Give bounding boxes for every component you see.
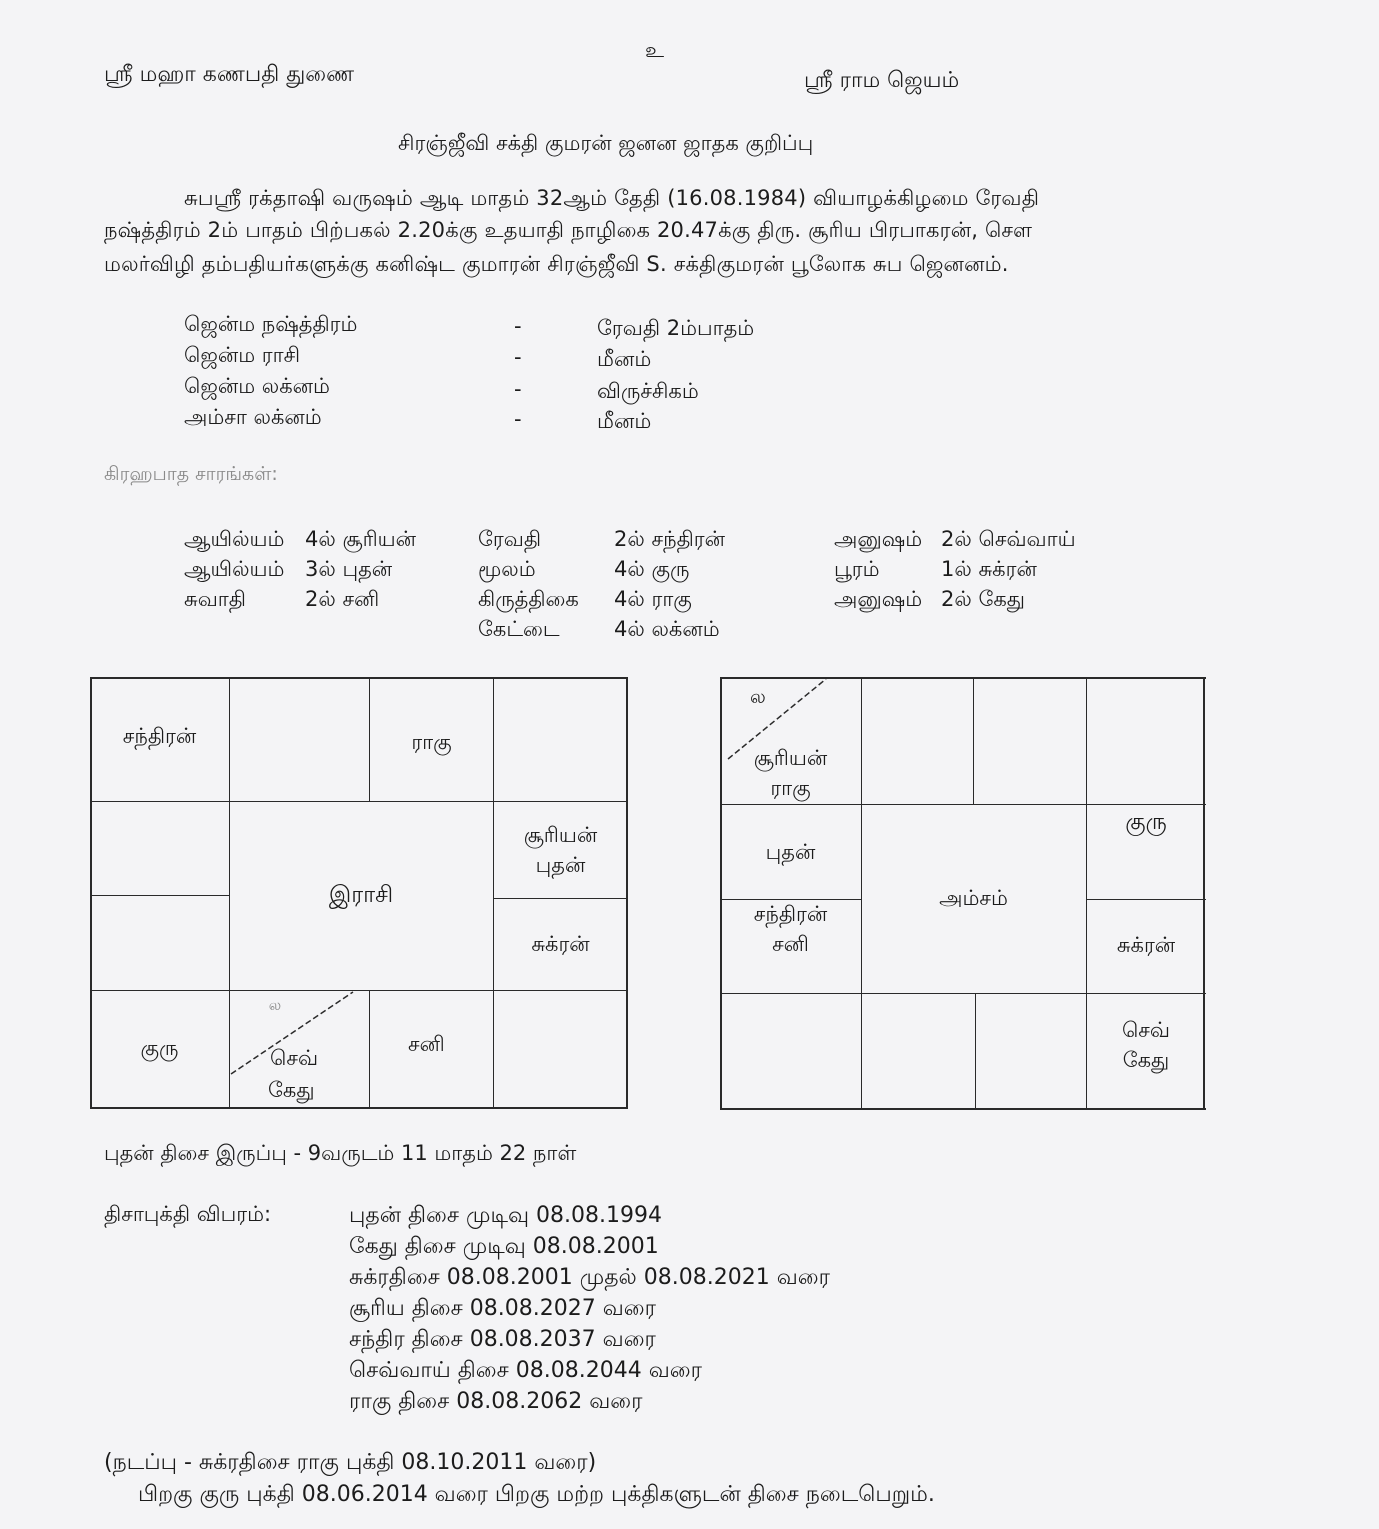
position-star: பூரம் — [834, 557, 880, 581]
chart-border — [90, 677, 628, 679]
amsam-lagna: ல — [750, 686, 766, 708]
detail-label: ஜென்ம லக்னம் — [184, 374, 330, 398]
intro-line-2: நஷ்த்திரம் 2ம் பாதம் பிற்பகல் 2.20க்கு உதயாதி நாழிகை 20.47க்கு திரு. சூரிய பிரபாகரன், சௌ — [104, 218, 1033, 242]
chart-divider — [493, 677, 494, 1109]
detail-dash: - — [514, 407, 522, 431]
detail-value: மீனம் — [597, 409, 652, 433]
position-star: அனுஷம் — [834, 587, 923, 611]
rasi-chandran: சந்திரன் — [122, 724, 197, 748]
rasi-chart — [90, 677, 630, 1111]
amsam-sukran: சுக்ரன் — [1116, 933, 1176, 957]
position-value: 4ல் குரு — [614, 557, 690, 581]
dasa-item: சூரிய திசை 08.08.2027 வரை — [349, 1296, 656, 1321]
chart-border — [626, 677, 628, 1109]
rasi-guru: குரு — [140, 1036, 179, 1060]
position-value: 2ல் சனி — [305, 587, 380, 611]
chart-divider — [973, 677, 974, 804]
dasa-item: புதன் திசை முடிவு 08.08.1994 — [349, 1203, 662, 1228]
intro-line-3: மலர்விழி தம்பதியர்களுக்கு கனிஷ்ட குமாரன் சிரஞ்ஜீவி S. சக்திகுமரன் பூலோக சுப ஜெனனம். — [104, 252, 1009, 276]
rasi-center: இராசி — [328, 882, 394, 908]
detail-value: விருச்சிகம் — [597, 379, 699, 403]
position-star: சுவாதி — [184, 587, 246, 611]
position-star: கேட்டை — [478, 617, 560, 641]
position-value: 2ல் சந்திரன் — [614, 527, 725, 551]
detail-label: அம்சா லக்னம் — [184, 405, 322, 429]
dasa-item: கேது திசை முடிவு 08.08.2001 — [349, 1234, 659, 1259]
position-star: கிருத்திகை — [478, 587, 579, 611]
rasi-sani: சனி — [408, 1032, 445, 1056]
position-star: அனுஷம் — [834, 527, 923, 551]
amsam-center: அம்சம் — [939, 886, 1008, 910]
left-invocation: ஸ்ரீ மஹா கணபதி துணை — [104, 62, 355, 87]
amsam-sani: சனி — [772, 932, 809, 956]
amsam-chandran: சந்திரன் — [753, 902, 828, 926]
chart-divider — [90, 801, 628, 802]
chart-divider — [720, 993, 1206, 994]
positions-heading: கிரஹபாத சாரங்கள்: — [104, 463, 278, 485]
chart-divider — [90, 895, 229, 896]
position-star: ரேவதி — [478, 527, 542, 551]
detail-dash: - — [514, 314, 522, 338]
rasi-lagna: ல — [268, 996, 282, 1014]
amsam-raagu: ராகு — [770, 776, 811, 800]
footer-note: பிறகு குரு புக்தி 08.06.2014 வரை பிறகு மற்ற புக்திகளுடன் திசை நடைபெறும். — [138, 1482, 935, 1507]
intro-line-1: சுபஸ்ரீ ரக்தாஷி வருஷம் ஆடி மாதம் 32ஆம் தேதி (16.08.1984) வியாழக்கிழமை ரேவதி — [184, 186, 1040, 210]
amsam-kethu: கேது — [1122, 1048, 1170, 1072]
amsam-budhan: புதன் — [765, 840, 816, 864]
detail-dash: - — [514, 377, 522, 401]
dasa-item: செவ்வாய் திசை 08.08.2044 வரை — [349, 1358, 702, 1383]
chart-border — [720, 1108, 1206, 1110]
amsam-chart — [720, 677, 1210, 1111]
position-value: 2ல் கேது — [941, 587, 1026, 611]
dasa-label: திசாபுக்தி விபரம்: — [104, 1202, 272, 1226]
document-title: சிரஞ்ஜீவி சக்தி குமரன் ஜனன ஜாதக குறிப்பு — [398, 131, 814, 155]
position-star: ஆயில்யம் — [184, 527, 285, 551]
position-value: 4ல் லக்னம் — [614, 617, 720, 641]
dasa-item: சுக்ரதிசை 08.08.2001 முதல் 08.08.2021 வரை — [349, 1265, 830, 1290]
rasi-sukran: சுக்ரன் — [531, 932, 590, 956]
detail-value: மீனம் — [597, 347, 652, 371]
rasi-kethu: கேது — [268, 1078, 315, 1102]
current-period: (நடப்பு - சுக்ரதிசை ராகு புக்தி 08.10.2011 வரை) — [104, 1450, 597, 1475]
position-value: 2ல் செவ்வாய் — [941, 527, 1076, 551]
position-star: மூலம் — [478, 557, 536, 581]
rasi-sev: செவ் — [270, 1046, 319, 1070]
position-value: 4ல் சூரியன் — [305, 527, 417, 551]
right-invocation: ஸ்ரீ ராம ஜெயம் — [804, 68, 960, 93]
position-value: 1ல் சுக்ரன் — [941, 557, 1037, 581]
position-star: ஆயில்யம் — [184, 557, 285, 581]
detail-label: ஜென்ம நஷ்த்திரம் — [184, 312, 358, 336]
rasi-raagu: ராகு — [411, 730, 452, 754]
detail-dash: - — [514, 345, 522, 369]
rasi-budhan: புதன் — [535, 853, 586, 877]
chart-divider — [1086, 899, 1206, 900]
dasa-balance: புதன் திசை இருப்பு - 9வருடம் 11 மாதம் 22 நாள் — [104, 1141, 577, 1165]
position-value: 4ல் ராகு — [614, 587, 692, 611]
rasi-sooriyan: சூரியன் — [523, 823, 598, 847]
amsam-sooriyan: சூரியன் — [753, 746, 828, 770]
amsam-sev: செவ் — [1121, 1018, 1171, 1042]
chart-divider — [493, 898, 628, 899]
detail-label: ஜென்ம ராசி — [184, 343, 301, 367]
position-value: 3ல் புதன் — [305, 557, 393, 581]
dasa-item: ராகு திசை 08.08.2062 வரை — [349, 1389, 643, 1414]
chart-divider — [975, 993, 976, 1110]
detail-value: ரேவதி 2ம்பாதம் — [597, 316, 755, 340]
page-mark: உ — [645, 38, 665, 62]
amsam-guru: குரு — [1125, 809, 1167, 835]
dasa-item: சந்திர திசை 08.08.2037 வரை — [349, 1327, 656, 1352]
